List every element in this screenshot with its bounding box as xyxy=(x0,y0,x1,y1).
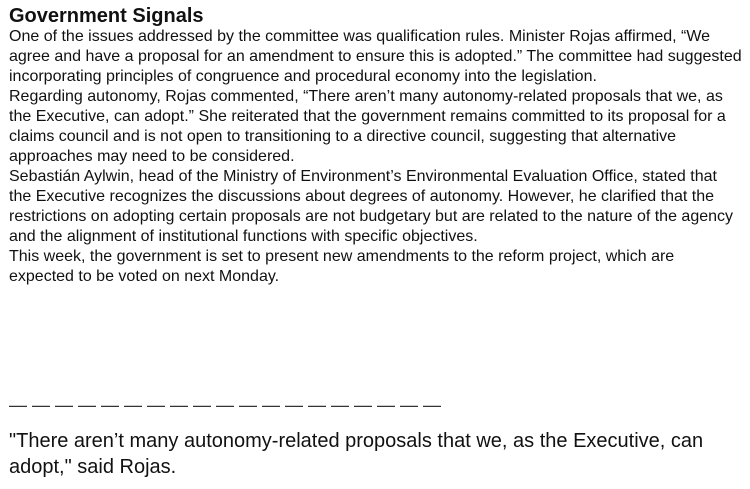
article-paragraph: One of the issues addressed by the committee was qualification rules. Minister Rojas affirmed, “We agree and have a proposal for an amendment to ensure this is adopted.” The committee had suggested incorporating principles of congruence and procedural economy into the legislation. xyxy=(9,28,742,85)
pull-quote: "There aren’t many autonomy-related proposals that we, as the Executive, can adopt," said Rojas. xyxy=(9,430,704,478)
article-paragraph: This week, the government is set to present new amendments to the reform project, which are expected to be voted on next Monday. xyxy=(9,248,675,285)
article-title: Government Signals xyxy=(9,5,204,27)
article-paragraph: Sebastián Aylwin, head of the Ministry of Environment’s Environmental Evaluation Office, stated that the Executive recognizes the discussions about degrees of autonomy. However, he clarified that the restrictions on adopting certain proposals are not budgetary but are related to the nature of the agency and the alignment of institutional functions with specific objectives. xyxy=(9,168,734,245)
article xyxy=(9,5,743,287)
dashed-divider: — — — — — — — — — — — — — — — — — — — xyxy=(9,395,442,415)
article-paragraph: Regarding autonomy, Rojas commented, “There aren’t many autonomy-related proposals that we, as the Executive, can adopt.” She reiterated that the government remains committed to its proposal for a claims council and is not open to transitioning to a directive council, suggesting that alternative approaches may need to be considered. xyxy=(9,88,726,165)
